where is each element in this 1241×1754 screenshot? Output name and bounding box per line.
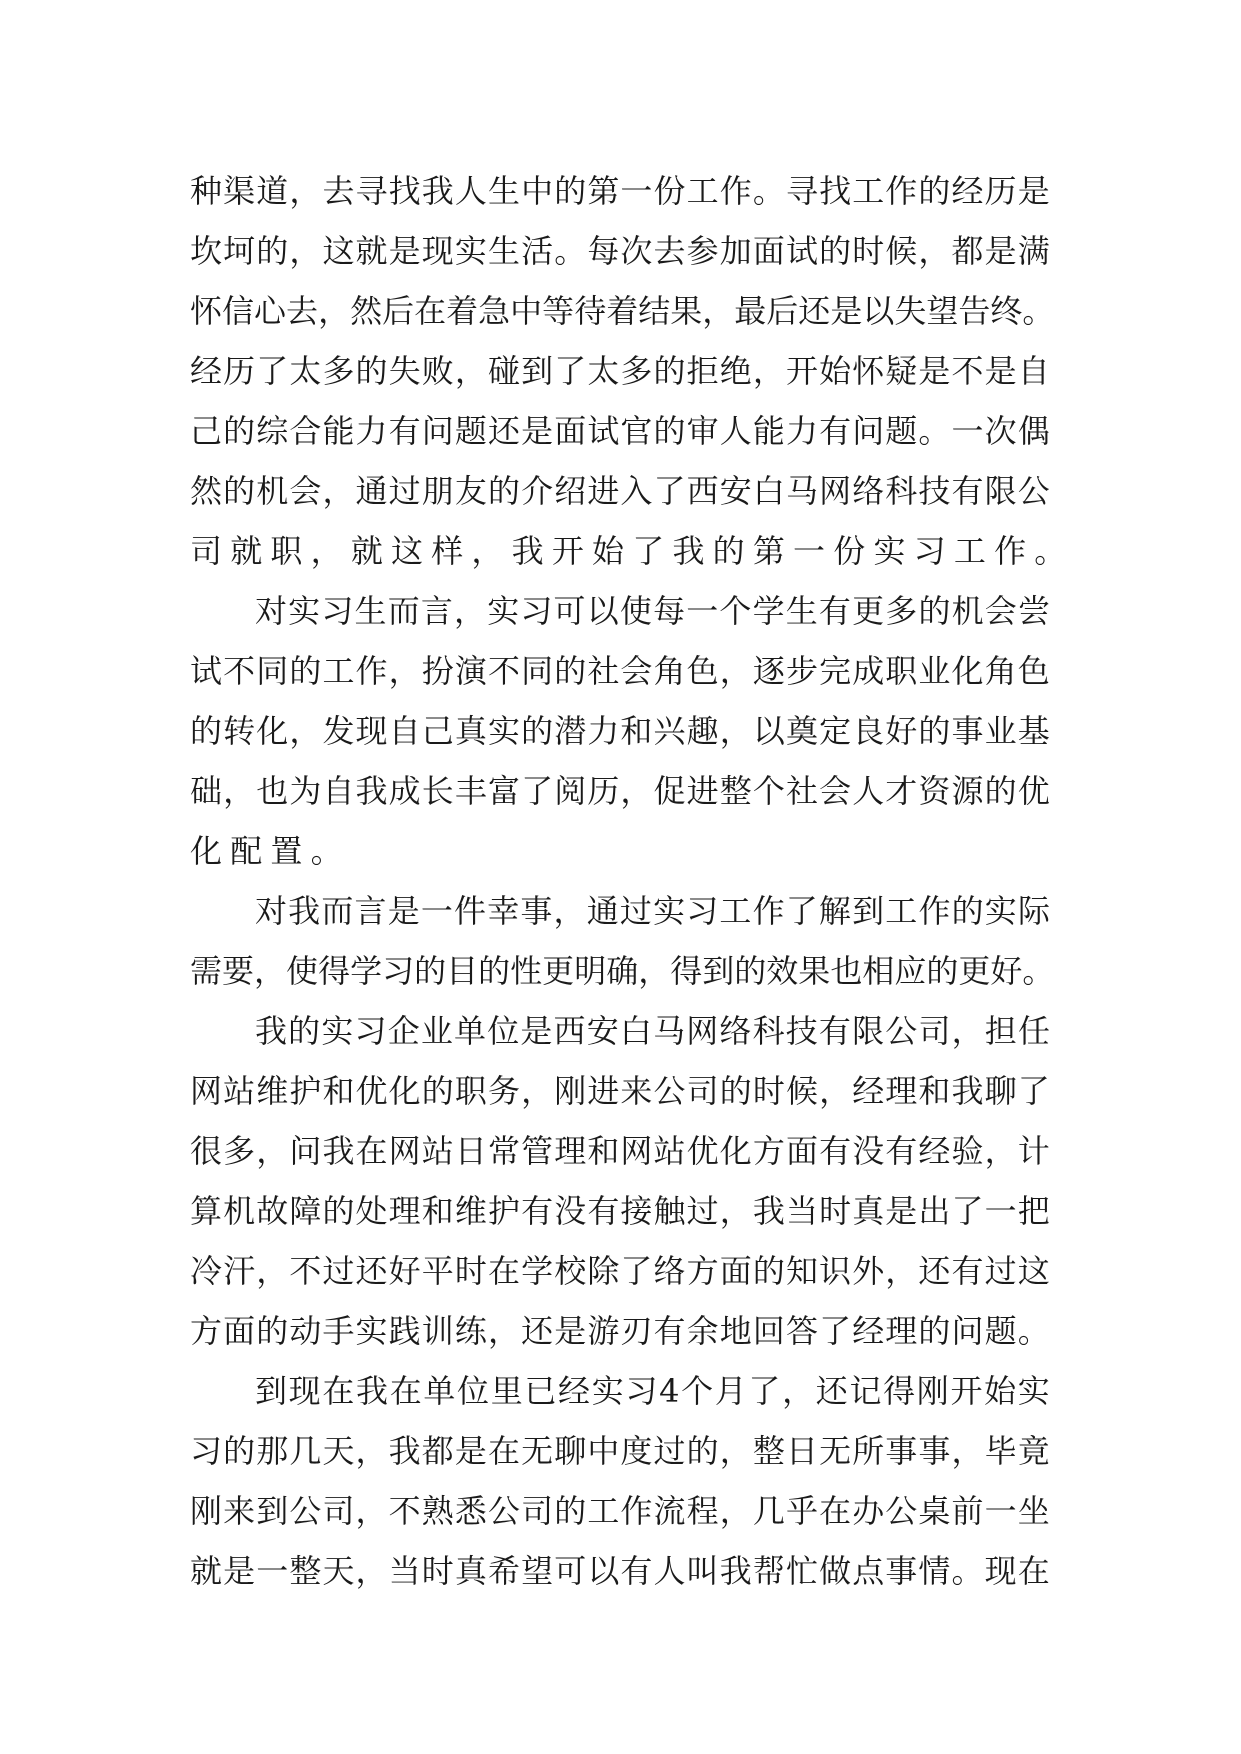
text-line: 需 要 ， 使 得 学 习 的 目 的 性 更 明 确 ， 得 到 的 效 果 也 相 应 的 更 好 。 — [190, 952, 1055, 990]
text-line: 就 是 一 整 天 ， 当 时 真 希 望 可 以 有 人 叫 我 帮 忙 做 点 事 情 。 现 在 — [190, 1552, 1050, 1590]
text-line: 很 多 ， 问 我 在 网 站 日 常 管 理 和 网 站 优 化 方 面 有 没 有 经 验 ， 计 — [190, 1132, 1050, 1170]
text-line: 试 不 同 的 工 作 ， 扮 演 不 同 的 社 会 角 色 ， 逐 步 完 成 职 业 化 角 色 — [190, 652, 1050, 690]
text-line: 坎 坷 的 ， 这 就 是 现 实 生 活 。 每 次 去 参 加 面 试 的 时 候 ， 都 是 满 — [190, 232, 1050, 270]
paragraph-first-line: 到 现 在 我 在 单 位 里 已 经 实 习 4 个 月 了 ， 还 记 得 刚 开 始 实 — [255, 1372, 1050, 1410]
text-line: 习 的 那 几 天 ， 我 都 是 在 无 聊 中 度 过 的 ， 整 日 无 所 事 事 ， 毕 竟 — [190, 1432, 1050, 1470]
text-line: 刚 来 到 公 司 ， 不 熟 悉 公 司 的 工 作 流 程 ， 几 乎 在 办 公 桌 前 一 坐 — [190, 1492, 1050, 1530]
text-line: 己 的 综 合 能 力 有 问 题 还 是 面 试 官 的 审 人 能 力 有 问 题 。 一 次 偶 — [190, 412, 1050, 450]
text-line: 经 历 了 太 多 的 失 败 ， 碰 到 了 太 多 的 拒 绝 ， 开 始 怀 疑 是 不 是 自 — [190, 352, 1050, 390]
paragraph-first-line: 对 实 习 生 而 言 ， 实 习 可 以 使 每 一 个 学 生 有 更 多 的 机 会 尝 — [255, 592, 1050, 630]
body-text — [190, 161, 1067, 1601]
text-line: 算 机 故 障 的 处 理 和 维 护 有 没 有 接 触 过 ， 我 当 时 真 是 出 了 一 把 — [190, 1192, 1050, 1230]
paragraph-first-line: 对 我 而 言 是 一 件 幸 事 ， 通 过 实 习 工 作 了 解 到 工 作 的 实 际 — [255, 892, 1050, 930]
text-line: 的 转 化 ， 发 现 自 己 真 实 的 潜 力 和 兴 趣 ， 以 奠 定 良 好 的 事 业 基 — [190, 712, 1050, 750]
text-line: 司 就 职 ， 就 这 样 ， 我 开 始 了 我 的 第 一 份 实 习 工 作 。 — [190, 532, 1067, 570]
text-line: 种 渠 道 ， 去 寻 找 我 人 生 中 的 第 一 份 工 作 。 寻 找 工 作 的 经 历 是 — [190, 172, 1050, 210]
text-line: 网 站 维 护 和 优 化 的 职 务 ， 刚 进 来 公 司 的 时 候 ， 经 理 和 我 聊 了 — [190, 1072, 1050, 1110]
paragraph-first-line: 我 的 实 习 企 业 单 位 是 西 安 白 马 网 络 科 技 有 限 公 司 ， 担 任 — [255, 1012, 1050, 1050]
text-line: 方 面 的 动 手 实 践 训 练 ， 还 是 游 刃 有 余 地 回 答 了 经 理 的 问 题 。 — [190, 1312, 1050, 1350]
text-line: 化 配 置 。 — [190, 832, 343, 870]
text-line: 础 ， 也 为 自 我 成 长 丰 富 了 阅 历 ， 促 进 整 个 社 会 人 才 资 源 的 优 — [190, 772, 1050, 810]
text-line: 怀 信 心 去 ， 然 后 在 着 急 中 等 待 着 结 果 ， 最 后 还 是 以 失 望 告 终 。 — [190, 292, 1055, 330]
text-line: 冷 汗 ， 不 过 还 好 平 时 在 学 校 除 了 络 方 面 的 知 识 外 ， 还 有 过 这 — [190, 1252, 1050, 1290]
text-line: 然 的 机 会 ， 通 过 朋 友 的 介 绍 进 入 了 西 安 白 马 网 络 科 技 有 限 公 — [190, 472, 1050, 510]
